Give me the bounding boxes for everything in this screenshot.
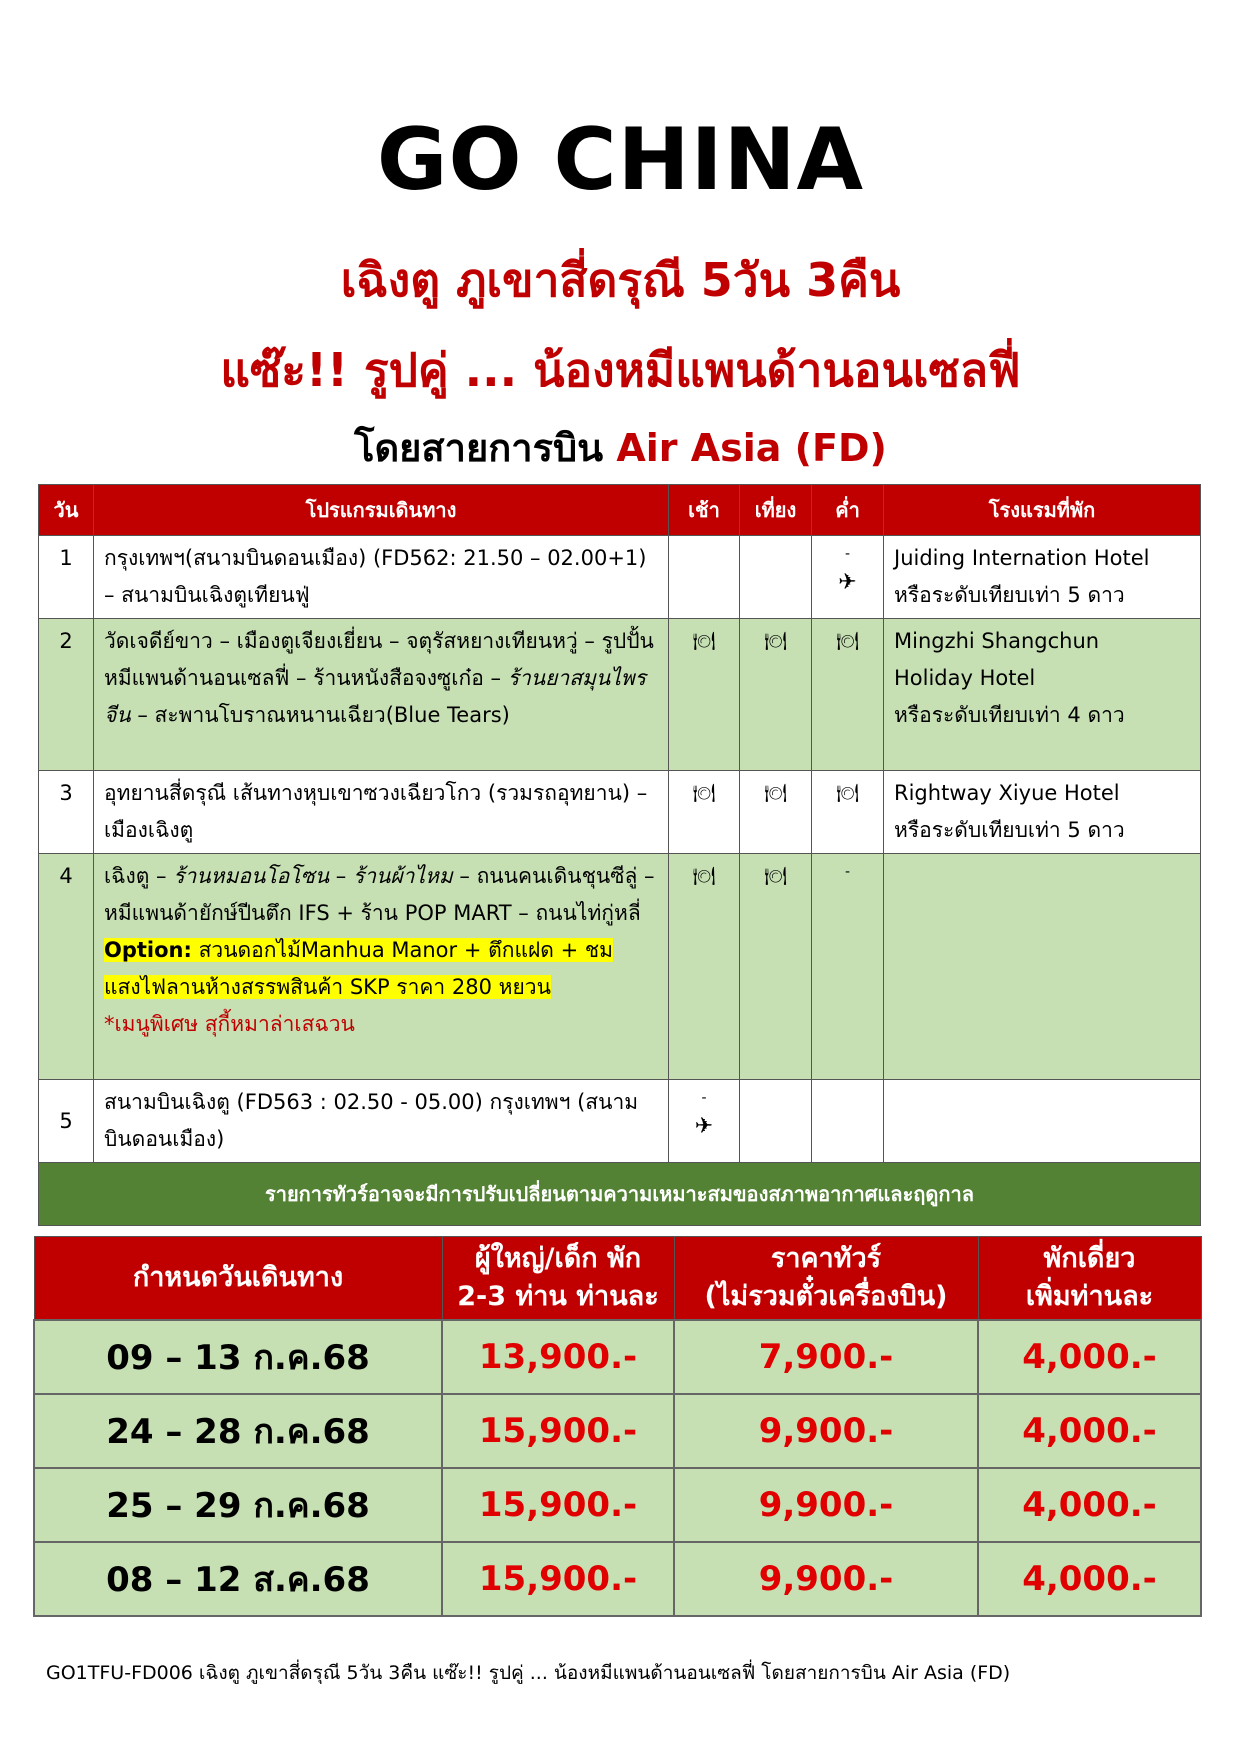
option-line: แสงไฟลานห้างสรรพสินค้า SKP ราคา 280 หยวน (104, 975, 551, 999)
itinerary-row (39, 619, 1201, 771)
airline-prefix: โดยสายการบิน (354, 426, 604, 470)
meal-icon: 🍽 (692, 783, 716, 804)
hotel-grade: หรือระดับเทียบเท่า 5 ดาว (894, 818, 1125, 842)
tour-price: 9,900.- (674, 1542, 978, 1616)
header-line: (ไม่รวมตั๋วเครื่องบิน) (704, 1281, 948, 1312)
meal-icon: 🍽 (764, 631, 787, 652)
dinner-cell (812, 771, 884, 854)
plane-icon: ✈ (694, 1114, 714, 1139)
price-row (34, 1542, 1201, 1616)
option-line: สวนดอกไม้Manhua Manor + ตึกแฝด + ชม (191, 938, 613, 962)
header-program: โปรแกรมเดินทาง (94, 485, 669, 536)
day-number: 5 (39, 1080, 94, 1163)
price-header-row (34, 1237, 1201, 1321)
tour-price: 7,900.- (674, 1320, 978, 1394)
itinerary-row (39, 536, 1201, 619)
program-shop-italic: ร้านหมอนโอโซน (173, 864, 330, 888)
travel-date: 25 – 29 ก.ค.68 (34, 1468, 442, 1542)
lunch-cell (740, 771, 812, 854)
lunch-cell (740, 619, 812, 771)
itinerary-header-row (39, 485, 1201, 536)
header-lunch: เที่ยง (740, 485, 812, 536)
hotel-grade: หรือระดับเทียบเท่า 4 ดาว (894, 703, 1125, 727)
program-shop-italic: ร้านยาสมุนไพรจีน (104, 666, 646, 727)
plane-icon: ✈ (838, 570, 857, 595)
hotel-name: Rightway Xiyue Hotel (894, 781, 1120, 805)
meal-dash: - (844, 546, 851, 562)
airline-line (0, 418, 1241, 478)
header-breakfast: เช้า (669, 485, 740, 536)
day-program: อุทยานสี่ดรุณี เส้นทางหุบเขาซวงเฉียวโกว (รวมรถอุทยาน) – เมืองเฉิงตู (94, 771, 669, 854)
meal-icon: 🍽 (692, 631, 716, 652)
breakfast-cell (669, 771, 740, 854)
option-text (104, 932, 660, 969)
single-supplement: 4,000.- (978, 1542, 1201, 1616)
price-row (34, 1468, 1201, 1542)
program-segment: เฉิงตู – (104, 864, 174, 888)
header-hotel: โรงแรมที่พัก (884, 485, 1201, 536)
price-row (34, 1394, 1201, 1468)
option-text (104, 969, 660, 1006)
tour-price: 9,900.- (674, 1394, 978, 1468)
program-text: – สะพานโบราณหนานเฉียว(Blue Tears) (130, 703, 510, 727)
price-row (34, 1320, 1201, 1394)
airline-name: Air Asia (FD) (616, 426, 887, 470)
itinerary-row (39, 1080, 1201, 1163)
option-label: Option: (104, 938, 192, 962)
day-program: สนามบินเฉิงตู (FD563 : 02.50 - 05.00) กรุงเทพฯ (สนามบินดอนเมือง) (94, 1080, 669, 1163)
dinner-cell (812, 1080, 884, 1163)
header-dinner: ค่ำ (812, 485, 884, 536)
footer-text: GO1TFU-FD006 เฉิงตู ภูเขาสี่ดรุณี 5วัน 3คืน แซ๊ะ!! รูปคู่ ... น้องหมีแพนด้านอนเซลฟี่ โดยสายการบิน Air Asia (FD) (46, 1662, 1011, 1684)
meal-icon: 🍽 (764, 783, 787, 804)
header-tour-price (674, 1237, 978, 1321)
hotel-cell (884, 771, 1201, 854)
program-text: วัดเจดีย์ขาว – เมืองตูเจียงเยี่ยน – จตุรัสหยางเทียนหวู่ – รูปปั้นหมีแพนด้านอนเซลฟี่ – ร้านหนังสือจงซูเก๋อ – (104, 629, 654, 690)
hotel-grade: หรือระดับเทียบเท่า 5 ดาว (894, 583, 1125, 607)
hotel-name: Mingzhi Shangchun (894, 629, 1100, 653)
header-line: พักเดี่ยว (1043, 1243, 1136, 1274)
hotel-cell (884, 1080, 1201, 1163)
travel-date: 08 – 12 ส.ค.68 (34, 1542, 442, 1616)
single-supplement: 4,000.- (978, 1394, 1201, 1468)
program-text (104, 858, 660, 932)
dinner-cell (812, 854, 884, 1080)
lunch-cell (740, 854, 812, 1080)
tour-tagline: แซ๊ะ!! รูปคู่ ... น้องหมีแพนด้านอนเซลฟี่ (220, 343, 1021, 397)
lunch-cell (740, 536, 812, 619)
header-line: 2-3 ท่าน ท่านละ (457, 1281, 659, 1312)
price-table (33, 1236, 1202, 1617)
itinerary-row (39, 771, 1201, 854)
tour-subtitle: เฉิงตู ภูเขาสี่ดรุณี 5วัน 3คืน (340, 253, 901, 307)
adult-price: 13,900.- (442, 1320, 674, 1394)
travel-date: 09 – 13 ก.ค.68 (34, 1320, 442, 1394)
meal-dash: - (844, 864, 851, 880)
special-menu: *เมนูพิเศษ สุกี้หมาล่าเสฉวน (104, 1012, 355, 1036)
day-number: 2 (39, 619, 94, 771)
breakfast-cell (669, 1080, 740, 1163)
travel-date: 24 – 28 ก.ค.68 (34, 1394, 442, 1468)
itinerary-row (39, 854, 1201, 1080)
day-program: กรุงเทพฯ(สนามบินดอนเมือง) (FD562: 21.50 – 02.00+1) – สนามบินเฉิงตูเทียนฟู่ (94, 536, 669, 619)
program-shop-italic: ร้านผ้าไหม (352, 864, 453, 888)
breakfast-cell (669, 536, 740, 619)
adult-price: 15,900.- (442, 1394, 674, 1468)
program-segment: – (329, 864, 353, 888)
program-segment: – ถนนคนเดินชุนซีลู่ – หมีแพนด้ายักษ์ปีนตึก IFS + ร้าน POP MART – ถนนไท่กู่หลี่ (104, 864, 655, 925)
breakfast-cell (669, 619, 740, 771)
itinerary-note: รายการทัวร์อาจจะมีการปรับเปลี่ยนตามความเหมาะสมของสภาพอากาศและฤดูกาล (39, 1163, 1201, 1226)
itinerary-table (38, 484, 1201, 1226)
itinerary-note-row (39, 1163, 1201, 1226)
adult-price: 15,900.- (442, 1468, 674, 1542)
hotel-name: Holiday Hotel (894, 666, 1036, 690)
hotel-cell (884, 619, 1201, 771)
meal-icon: 🍽 (764, 866, 787, 887)
day-number: 1 (39, 536, 94, 619)
breakfast-cell (669, 854, 740, 1080)
header-line: เพิ่มท่านละ (1025, 1281, 1154, 1312)
lunch-cell (740, 1080, 812, 1163)
day-program (94, 619, 669, 771)
day-number: 3 (39, 771, 94, 854)
header-travel-date: กำหนดวันเดินทาง (34, 1237, 442, 1321)
day-program (94, 854, 669, 1080)
hotel-name: Juiding Internation Hotel (894, 546, 1150, 570)
single-supplement: 4,000.- (978, 1468, 1201, 1542)
hotel-cell (884, 536, 1201, 619)
header-adult-price (442, 1237, 674, 1321)
meal-icon: 🍽 (692, 866, 716, 887)
meal-icon: 🍽 (836, 631, 859, 652)
header-day: วัน (39, 485, 94, 536)
meal-dash: - (701, 1090, 707, 1106)
single-supplement: 4,000.- (978, 1320, 1201, 1394)
dinner-cell (812, 536, 884, 619)
header-line: ผู้ใหญ่/เด็ก พัก (474, 1243, 642, 1274)
header-single-supplement (978, 1237, 1201, 1321)
adult-price: 15,900.- (442, 1542, 674, 1616)
hotel-cell (884, 854, 1201, 1080)
header-line: ราคาทัวร์ (770, 1243, 882, 1274)
tour-price: 9,900.- (674, 1468, 978, 1542)
day-number: 4 (39, 854, 94, 1080)
page-title: GO CHINA (376, 110, 865, 210)
meal-icon: 🍽 (836, 783, 859, 804)
dinner-cell (812, 619, 884, 771)
